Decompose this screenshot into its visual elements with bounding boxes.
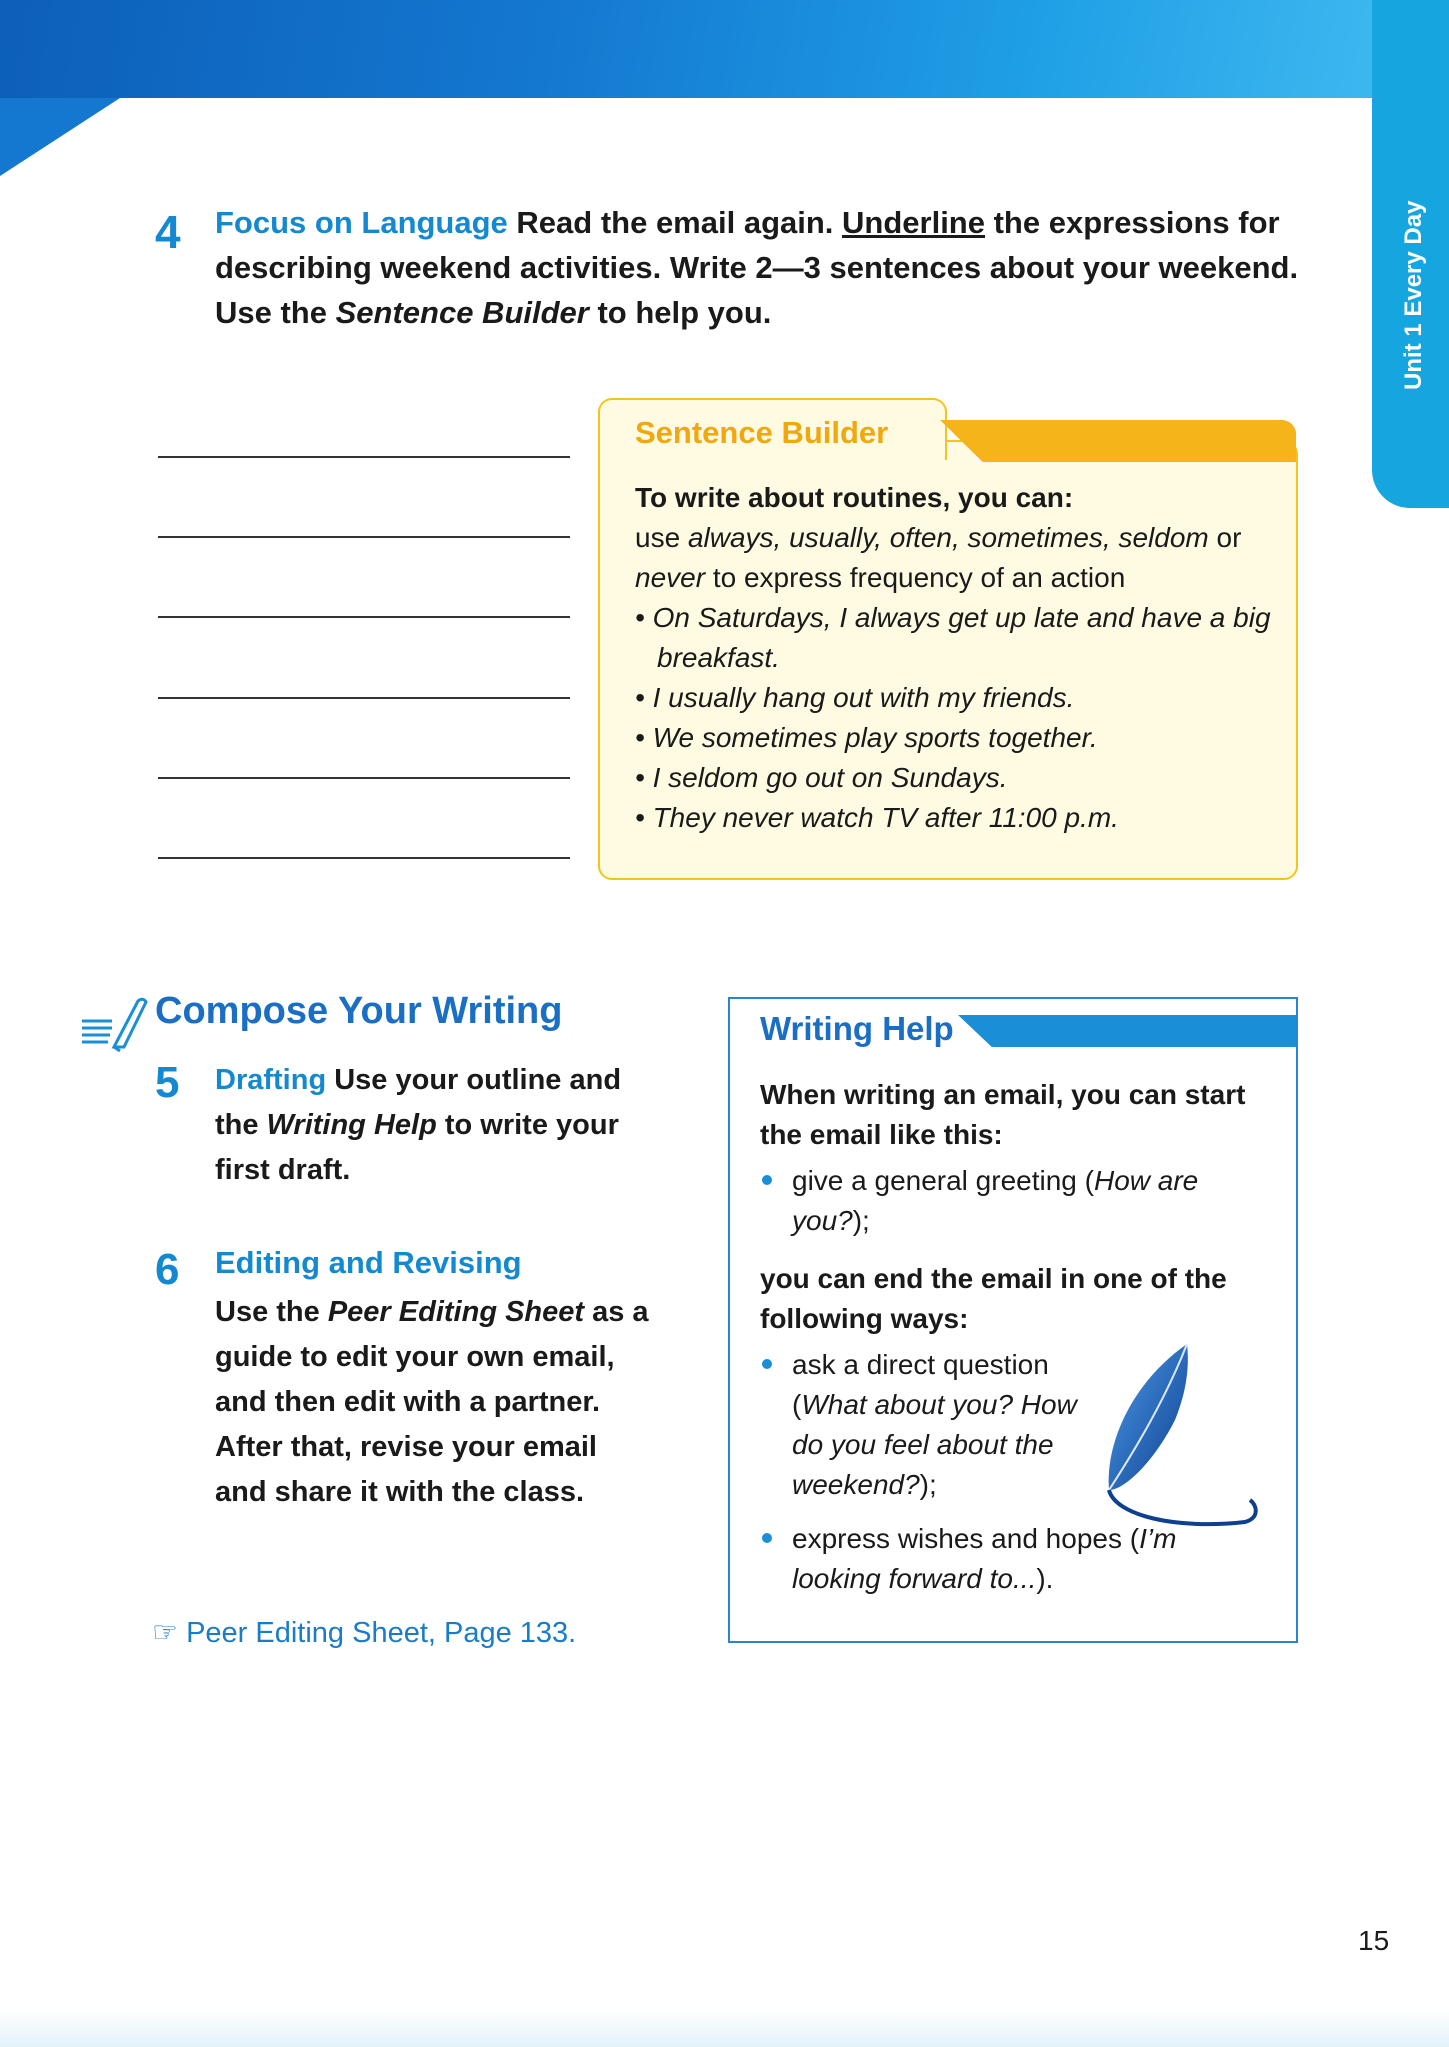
sentence-builder-example: • I seldom go out on Sundays. (635, 762, 1008, 793)
question-5-text-a: Use your outline and the (215, 1064, 622, 1141)
header-band (0, 0, 1372, 98)
wh-item2-a: ask a direct question ( (792, 1349, 1049, 1420)
compose-writing-title: Compose Your Writing (155, 990, 563, 1032)
pen-writing-icon (80, 995, 150, 1055)
question-6-text (215, 1290, 655, 1515)
question-5-italic: Writing Help (266, 1109, 437, 1141)
sb-intro-c: to express frequency of an action (705, 562, 1126, 593)
footer-band (0, 2010, 1449, 2047)
question-4-italic: Sentence Builder (335, 295, 589, 330)
sb-intro-italic: always, usually, often, sometimes, seldom (687, 522, 1209, 553)
question-5-number: 5 (155, 1058, 180, 1107)
wh-item3-a: express wishes and hopes ( (792, 1523, 1140, 1554)
question-6-title: Editing and Revising (215, 1245, 522, 1280)
sentence-builder-heading: To write about routines, you can: (635, 482, 1074, 513)
sb-intro-italic2: never (635, 562, 706, 593)
answer-line-4[interactable] (158, 697, 570, 699)
answer-line-3[interactable] (158, 616, 570, 618)
unit-side-tab-label: Unit 1 Every Day (1400, 200, 1427, 390)
question-4-text-b: the expressions for describing weekend activities. Write 2—3 sentences about your weekend. Use the (215, 205, 1299, 330)
sentence-builder-intro (635, 518, 1275, 598)
wh-item1-italic: How are you? (792, 1165, 1199, 1236)
wh-item3-b: ). (1036, 1563, 1054, 1594)
sentence-builder-bar (940, 420, 1296, 462)
sb-intro-a: use (635, 522, 688, 553)
sentence-builder-example: • They never watch TV after 11:00 p.m. (635, 802, 1119, 833)
question-4-underline-word: Underline (842, 205, 985, 240)
question-5-text-b: to write your first draft. (215, 1109, 619, 1186)
question-4-title: Focus on Language (215, 205, 508, 240)
wh-item2-b: ); (919, 1469, 937, 1500)
answer-line-5[interactable] (158, 777, 570, 779)
question-6-text-b: as a guide to edit your own email, and then edit with a partner. After that, revise your email and share it with the class. (215, 1296, 649, 1508)
quill-feather-icon (1095, 1340, 1260, 1540)
wh-item3-italic: I’m looking forward to... (792, 1523, 1177, 1594)
writing-help-item (760, 1161, 1270, 1241)
question-5-text (215, 1058, 655, 1193)
question-4-text-c: to help you. (588, 295, 772, 330)
sentence-builder-title: Sentence Builder (635, 415, 889, 450)
question-6-number: 6 (155, 1245, 180, 1294)
answer-line-1[interactable] (158, 456, 570, 458)
sentence-builder-example: • We sometimes play sports together. (635, 722, 1098, 753)
question-4-number: 4 (155, 206, 181, 258)
writing-help-heading-2: you can end the email in one of the following ways: (760, 1263, 1227, 1334)
question-6-italic: Peer Editing Sheet (327, 1296, 585, 1328)
question-4-text (215, 200, 1315, 335)
sentence-builder-body (635, 478, 1275, 838)
bullet-icon (762, 1533, 772, 1543)
peer-editing-reference[interactable] (152, 1615, 576, 1650)
writing-help-item (760, 1345, 1092, 1505)
page-number: 15 (1358, 1925, 1390, 1956)
wh-item1-b: ); (852, 1205, 870, 1236)
sentence-builder-example: • I usually hang out with my friends. (635, 682, 1075, 713)
wh-item1-a: give a general greeting ( (792, 1165, 1094, 1196)
bullet-icon (762, 1359, 772, 1369)
wh-item2-italic: What about you? How do you feel about the weekend? (792, 1389, 1077, 1500)
writing-help-bar (958, 1015, 1296, 1047)
bullet-icon (762, 1175, 772, 1185)
writing-help-heading-1: When writing an email, you can start the email like this: (760, 1079, 1246, 1150)
question-5-title: Drafting (215, 1064, 327, 1096)
answer-line-6[interactable] (158, 857, 570, 859)
answer-line-2[interactable] (158, 536, 570, 538)
question-6-text-a: Use the (215, 1296, 328, 1328)
sentence-builder-example: • On Saturdays, I always get up late and have a big breakfast. (635, 602, 1271, 673)
sb-intro-b: or (1208, 522, 1242, 553)
writing-help-title: Writing Help (760, 1010, 954, 1047)
pointing-hand-icon: ☞ (152, 1617, 178, 1649)
peer-editing-reference-text: Peer Editing Sheet, Page 133. (186, 1617, 577, 1649)
header-corner-decoration (0, 98, 120, 176)
question-4-text-a: Read the email again. (507, 205, 843, 240)
